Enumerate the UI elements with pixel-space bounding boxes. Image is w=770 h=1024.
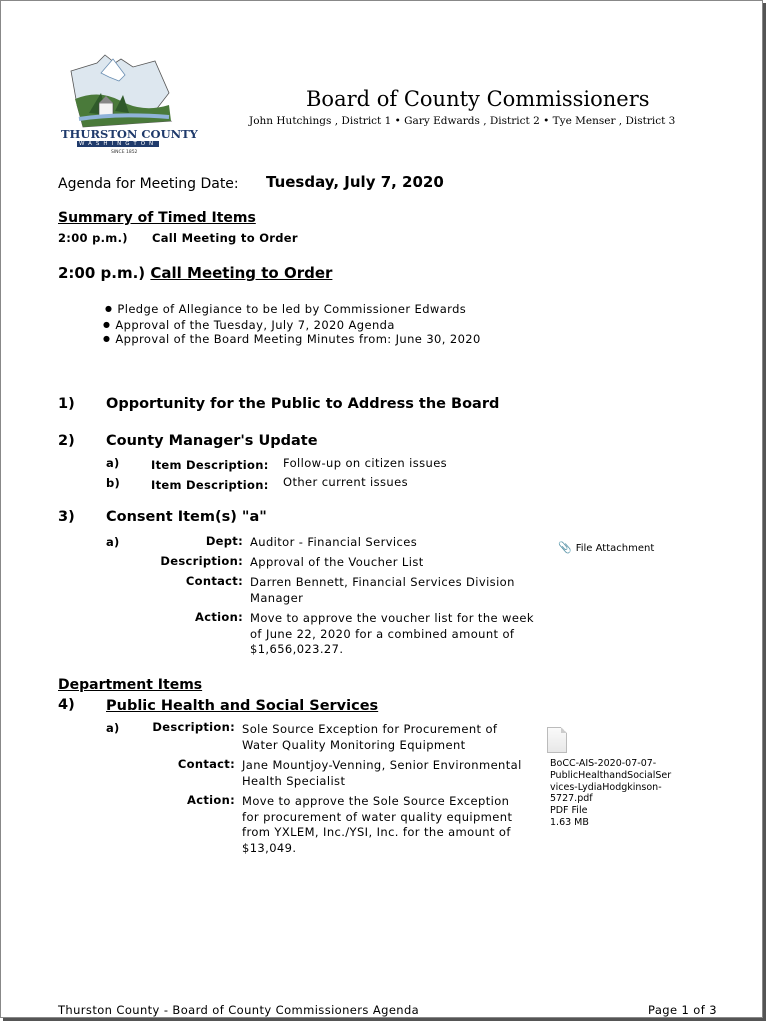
thurston-county-logo	[59, 53, 198, 158]
action-value: Move to approve the voucher list for the week of June 22, 2020 for a combined amount of $1,656,023.27.	[250, 611, 534, 656]
item-description-value: Follow-up on citizen issues	[283, 456, 448, 470]
file-name-line: vices-LydiaHodgkinson-	[550, 781, 662, 793]
file-name-line: BoCC-AIS-2020-07-07-	[550, 758, 657, 769]
summary-item: Call Meeting to Order	[152, 231, 298, 245]
pdf-attachment-info[interactable]	[550, 758, 671, 829]
action-label: Action:	[195, 610, 243, 624]
description-label: Description:	[160, 554, 243, 568]
call-to-order-title: Call Meeting to Order	[150, 264, 333, 282]
logo-county-text: THURSTON COUNTY	[61, 127, 198, 141]
paperclip-icon: 📎	[558, 541, 572, 554]
section-4-number: 4)	[58, 697, 75, 713]
dept-value: Auditor - Financial Services	[250, 535, 418, 549]
section-2-number: 2)	[58, 433, 75, 449]
page-number: Page 1 of 3	[648, 1003, 717, 1017]
file-size: 1.63 MB	[550, 816, 589, 828]
file-type: PDF File	[550, 805, 588, 817]
meeting-date-value: Tuesday, July 7, 2020	[266, 173, 444, 191]
item-letter: b)	[106, 476, 121, 490]
item-description-label: Item Description:	[151, 458, 269, 472]
file-attachment-label: File Attachment	[575, 543, 655, 554]
action-label: Action:	[187, 793, 235, 807]
description-value: Sole Source Exception for Procurement of Water Quality Monitoring Equipment	[242, 722, 498, 752]
section-4-heading: Public Health and Social Services	[106, 698, 379, 714]
item-letter: a)	[106, 535, 120, 549]
pdf-file-icon[interactable]	[547, 727, 567, 753]
item-letter: a)	[106, 721, 120, 735]
page-title: Board of County Commissioners	[306, 87, 650, 111]
description-value: Approval of the Voucher List	[250, 555, 424, 569]
section-2-heading: County Manager's Update	[106, 433, 318, 449]
file-attachment-link[interactable]	[558, 541, 654, 554]
logo-state-text: WASHINGTON	[79, 141, 158, 147]
file-name-line: 5727.pdf	[550, 793, 593, 805]
contact-label: Contact:	[177, 757, 235, 771]
action-value: Move to approve the Sole Source Exception for procurement of water quality equipment from YXLEM, Inc./YSI, Inc. for the amount of $13,049.	[242, 794, 513, 855]
bullet-item: ● Approval of the Tuesday, July 7, 2020 Agenda	[103, 318, 395, 332]
section-1-number: 1)	[58, 396, 75, 412]
summary-heading: Summary of Timed Items	[58, 210, 256, 226]
call-to-order-time: 2:00 p.m.)	[58, 264, 146, 282]
section-3-number: 3)	[58, 509, 75, 525]
contact-value: Darren Bennett, Financial Services Division Manager	[250, 575, 515, 605]
contact-value: Jane Mountjoy-Venning, Senior Environmental Health Specialist	[242, 758, 522, 788]
section-3-heading: Consent Item(s) "a"	[106, 509, 267, 525]
meeting-date-label: Agenda for Meeting Date:	[58, 176, 239, 192]
logo-since-text: SINCE 1852	[111, 150, 138, 155]
footer-title: Thurston County - Board of County Commissioners Agenda	[58, 1003, 420, 1017]
dept-label: Dept:	[205, 534, 243, 548]
department-items-heading: Department Items	[58, 677, 203, 693]
item-letter: a)	[106, 456, 120, 470]
bullet-item: ● Approval of the Board Meeting Minutes from: June 30, 2020	[103, 332, 481, 346]
summary-time: 2:00 p.m.)	[58, 231, 128, 245]
file-name-line: PublicHealthandSocialSer	[550, 769, 672, 781]
commissioners-line: John Hutchings , District 1 • Gary Edwards , District 2 • Tye Menser , District 3	[249, 115, 676, 127]
contact-label: Contact:	[185, 574, 243, 588]
description-label: Description:	[152, 720, 235, 734]
bullet-item: ● Pledge of Allegiance to be led by Commissioner Edwards	[105, 302, 466, 316]
item-description-value: Other current issues	[283, 475, 408, 489]
item-description-label: Item Description:	[151, 478, 269, 492]
call-to-order-heading	[58, 264, 332, 282]
section-1-heading: Opportunity for the Public to Address the Board	[106, 396, 500, 412]
